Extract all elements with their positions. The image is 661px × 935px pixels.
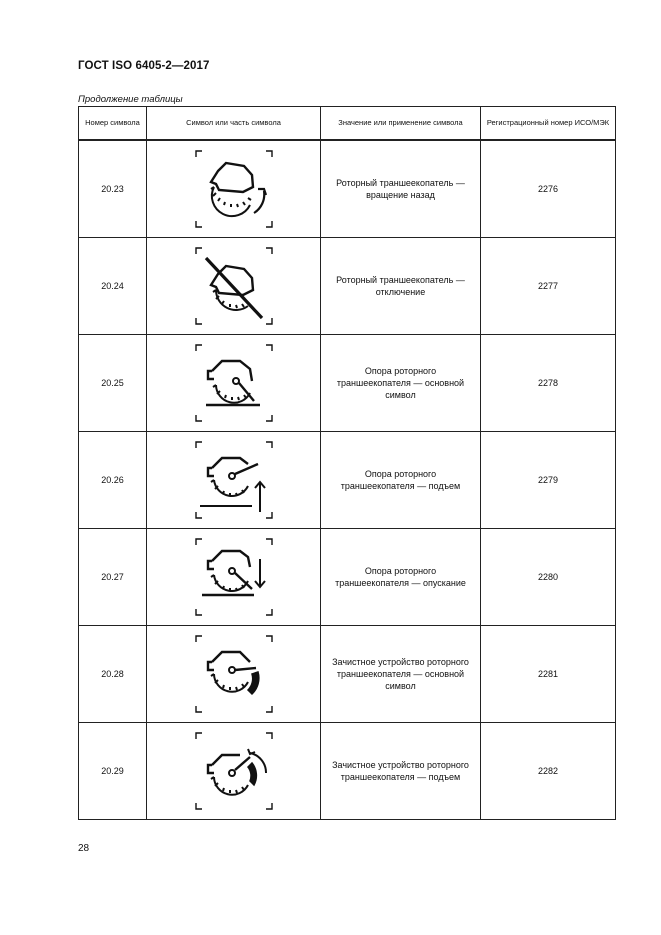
row-reg-number: 2281 — [481, 626, 616, 723]
column-header-meaning: Значение или применение символа — [321, 107, 481, 141]
rotary-trencher-reverse-rotation-icon — [192, 147, 276, 231]
row-reg-number: 2279 — [481, 432, 616, 529]
table-row — [79, 432, 616, 529]
table-row — [79, 529, 616, 626]
table-caption: Продолжение таблицы — [78, 94, 183, 105]
table-header-row — [79, 107, 616, 141]
rotary-trencher-disengage-icon — [192, 244, 276, 328]
table-row — [79, 140, 616, 238]
symbol-cell — [147, 140, 321, 238]
table-row — [79, 723, 616, 820]
symbol-cell — [147, 432, 321, 529]
rotary-trencher-support-raise-icon — [192, 438, 276, 522]
row-meaning: Зачистное устройство роторного траншеекопателя — основной символ — [321, 626, 481, 723]
column-header-symbol: Символ или часть символа — [147, 107, 321, 141]
rotary-trencher-support-lower-icon — [192, 535, 276, 619]
row-number: 20.24 — [79, 238, 147, 335]
row-meaning: Опора роторного траншеекопателя — опускание — [321, 529, 481, 626]
column-header-reg-number: Регистрационный номер ИСО/МЭК — [481, 107, 616, 141]
row-meaning: Опора роторного траншеекопателя — подъем — [321, 432, 481, 529]
table-row — [79, 238, 616, 335]
table-row — [79, 626, 616, 723]
row-number: 20.25 — [79, 335, 147, 432]
symbols-table — [78, 106, 616, 820]
document-header: ГОСТ ISO 6405-2—2017 — [78, 60, 210, 72]
row-meaning: Роторный траншеекопатель — отключение — [321, 238, 481, 335]
column-header-number: Номер символа — [79, 107, 147, 141]
row-number: 20.23 — [79, 140, 147, 238]
row-number: 20.26 — [79, 432, 147, 529]
row-reg-number: 2282 — [481, 723, 616, 820]
symbol-cell — [147, 529, 321, 626]
table-row — [79, 335, 616, 432]
row-meaning: Зачистное устройство роторного траншеекопателя — подъем — [321, 723, 481, 820]
row-reg-number: 2280 — [481, 529, 616, 626]
page-number: 28 — [78, 843, 90, 854]
row-reg-number: 2277 — [481, 238, 616, 335]
row-number: 20.28 — [79, 626, 147, 723]
row-reg-number: 2278 — [481, 335, 616, 432]
symbol-cell — [147, 723, 321, 820]
trencher-crumber-icon — [192, 632, 276, 716]
symbol-cell — [147, 335, 321, 432]
row-number: 20.27 — [79, 529, 147, 626]
trencher-crumber-raise-icon — [192, 729, 276, 813]
row-meaning: Роторный траншеекопатель — вращение назад — [321, 140, 481, 238]
rotary-trencher-support-icon — [192, 341, 276, 425]
symbol-cell — [147, 238, 321, 335]
symbol-cell — [147, 626, 321, 723]
row-number: 20.29 — [79, 723, 147, 820]
row-reg-number: 2276 — [481, 140, 616, 238]
row-meaning: Опора роторного траншеекопателя — основной символ — [321, 335, 481, 432]
